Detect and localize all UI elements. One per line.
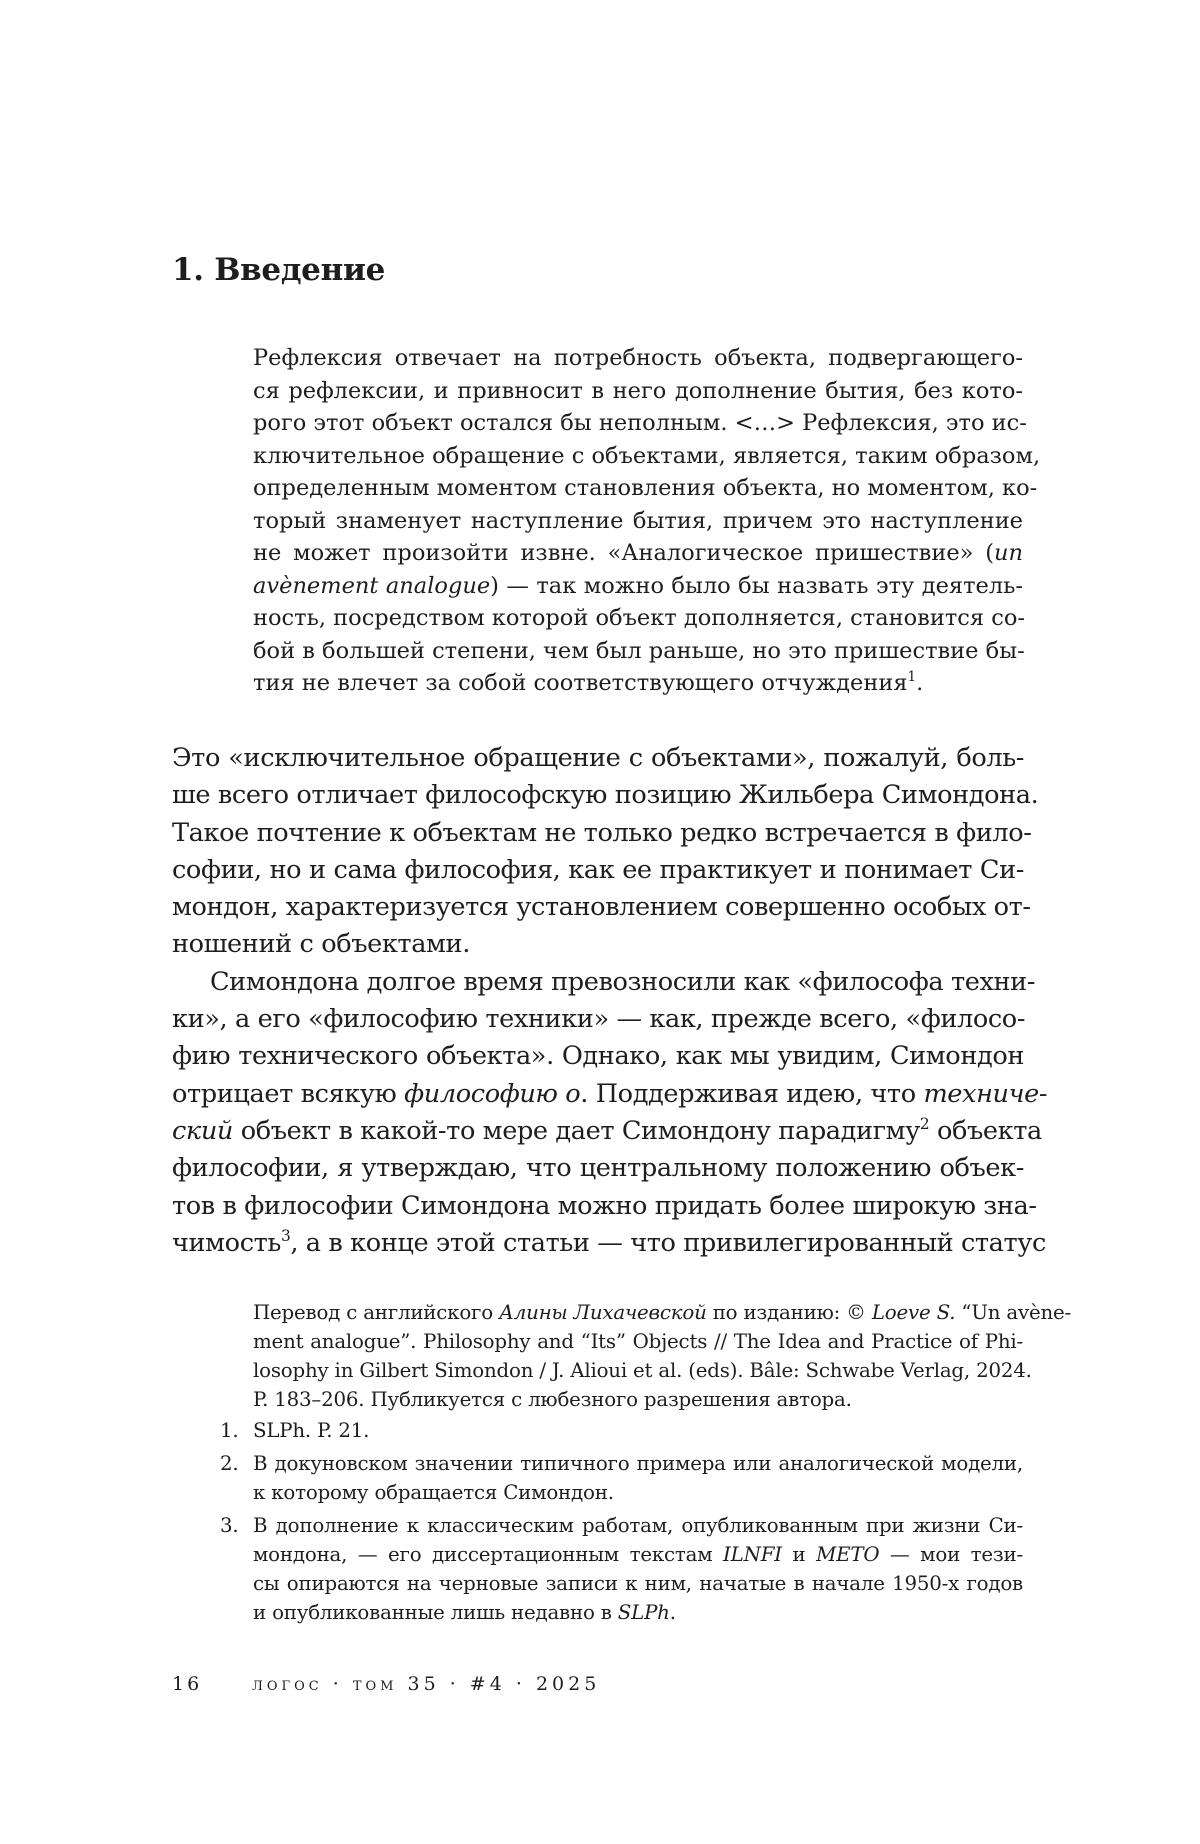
body-line: ки», а его «философию техники» — как, прежде всего, «филосо- xyxy=(172,1004,1026,1035)
page-number: 16 xyxy=(172,1673,203,1695)
footnote-line: В докуновском значении типичного примера или аналогической модели, xyxy=(253,1452,1023,1475)
footnote-item xyxy=(220,1511,1023,1627)
footnote-ref[interactable]: 1 xyxy=(907,669,917,686)
body-line: мондон, характеризуется установлением совершенно особых от- xyxy=(172,892,1031,923)
body-line xyxy=(172,1225,1046,1262)
body-text-run: объект в какой-то мере дает Симондону парадигму xyxy=(233,1115,920,1146)
body-line: Это «исключительное обращение с объектами», пожалуй, боль- xyxy=(172,743,1024,773)
section-title: 1. Введение xyxy=(172,252,386,288)
body-italic: техниче- xyxy=(923,1078,1048,1109)
footnote-italic: ILNFI xyxy=(723,1543,782,1566)
footnote-line xyxy=(253,1598,1023,1627)
body-line: Симондона долгое время превозносили как «философа техни- xyxy=(210,966,1036,997)
footnote-line: ment analogue”. Philosophy and “Its” Objects // The Idea and Practice of Phi- xyxy=(253,1330,1023,1353)
body-text-run: объекта xyxy=(929,1115,1042,1146)
footnotes xyxy=(220,1298,1072,1627)
footnote-text: и xyxy=(781,1543,817,1566)
body-text-run: . Поддерживая идею, что xyxy=(580,1078,924,1109)
footnote-italic: SLPh xyxy=(617,1601,670,1624)
epigraph-line xyxy=(253,570,1023,603)
epigraph-italic: avènement analogue xyxy=(253,572,491,599)
epigraph-text: не может произойти извне. «Аналогическое пришествие» ( xyxy=(253,540,995,566)
body-line xyxy=(172,1076,1048,1113)
footnote-ref[interactable]: 2 xyxy=(919,1115,930,1133)
footnote-text: — мои тези- xyxy=(879,1543,1023,1566)
body-line: софии, но и сама философия, как ее практикует и понимает Си- xyxy=(172,854,1024,885)
footnote-line xyxy=(253,1540,1023,1569)
epigraph-italic: un xyxy=(994,540,1023,566)
epigraph-line: торый знаменует наступление бытия, причем это наступление xyxy=(253,507,1023,534)
footnote-line: P. 183–206. Публикуется с любезного разрешения автора. xyxy=(253,1388,852,1411)
footnote-italic: Алины Лихачевской xyxy=(499,1301,707,1324)
body-text-run: , а в конце этой статьи — что привилегированный статус xyxy=(290,1227,1046,1258)
footnote-line xyxy=(253,1298,1072,1327)
epigraph-line: бой в большей степени, чем был раньше, но это пришествие бы- xyxy=(253,637,1025,664)
body-line: философии, я утверждаю, что центральному положению объек- xyxy=(172,1153,1024,1184)
footnote-line: сы опираются на черновые записи к ним, начатые в начале 1950-х годов xyxy=(253,1572,1023,1595)
footnote-text: по изданию: © xyxy=(706,1301,872,1324)
footnote-italic: METO xyxy=(816,1543,880,1566)
epigraph-line xyxy=(253,667,1023,700)
body-line: фию технического объекта». Однако, как мы увидим, Симондон xyxy=(172,1041,1024,1072)
body-text-run: отрицает всякую xyxy=(172,1078,405,1109)
body-text xyxy=(172,740,1048,1262)
epigraph-line xyxy=(253,537,1023,570)
body-italic: ский xyxy=(172,1115,233,1146)
footnote-text: Перевод с английского xyxy=(253,1301,499,1324)
body-line xyxy=(172,1113,1042,1150)
footnote-line: SLPh. P. 21. xyxy=(253,1419,370,1442)
epigraph-text: тия не влечет за собой соответствующего отчуждения xyxy=(253,670,908,696)
footnote-number: 3. xyxy=(220,1514,239,1537)
footnote-line: losophy in Gilbert Simondon / J. Alioui et al. (eds). Bâle: Schwabe Verlag, 2024. xyxy=(253,1359,1032,1382)
journal-title: логос · том 35 · #4 · 2025 xyxy=(252,1673,601,1695)
body-line: ше всего отличает философскую позицию Жильбера Симондона. xyxy=(172,780,1039,811)
epigraph-quote xyxy=(253,342,1041,700)
footnote-line: В дополнение к классическим работам, опубликованным при жизни Си- xyxy=(253,1514,1023,1537)
body-line: ношений с объектами. xyxy=(172,929,470,960)
footnote-italic: Loeve S. xyxy=(871,1301,956,1324)
epigraph-line: ся рефлексии, и привносит в него дополнение бытия, без кото- xyxy=(253,377,1023,404)
body-line: Такое почтение к объектам не только редко встречается в фило- xyxy=(172,817,1032,848)
body-line: тов в философии Симондона можно придать более широкую зна- xyxy=(172,1190,1037,1221)
epigraph-line: рого этот объект остался бы неполным. <…> Рефлексия, это ис- xyxy=(253,410,1027,436)
footnote-line: к которому обращается Симондон. xyxy=(253,1481,614,1504)
epigraph-line: Рефлексия отвечает на потребность объекта, подвергающего- xyxy=(253,345,1023,371)
footnote-number: 2. xyxy=(220,1452,239,1475)
body-text-run: чимость xyxy=(172,1227,281,1258)
footnote-text: и опубликованные лишь недавно в xyxy=(253,1601,618,1624)
footnote-ref[interactable]: 3 xyxy=(280,1226,291,1245)
epigraph-text: ) — так можно было бы назвать эту деятель- xyxy=(490,572,1023,599)
footnote-item xyxy=(220,1449,1023,1507)
epigraph-line: ключительное обращение с объектами, является, таким образом, xyxy=(253,442,1041,469)
footnote-text: “Un avène- xyxy=(955,1301,1072,1324)
footnote-item xyxy=(220,1416,1023,1445)
translation-note xyxy=(253,1298,1072,1414)
footnote-text: мондона, — его диссертационным текстам xyxy=(253,1543,724,1566)
epigraph-text: . xyxy=(916,670,924,696)
footnote-number: 1. xyxy=(220,1419,239,1442)
epigraph-line: ность, посредством которой объект дополняется, становится со- xyxy=(253,605,1025,631)
body-italic: философию о xyxy=(404,1078,581,1109)
footnote-text: . xyxy=(669,1601,676,1624)
epigraph-line: определенным моментом становления объекта, но моментом, ко- xyxy=(253,475,1038,501)
